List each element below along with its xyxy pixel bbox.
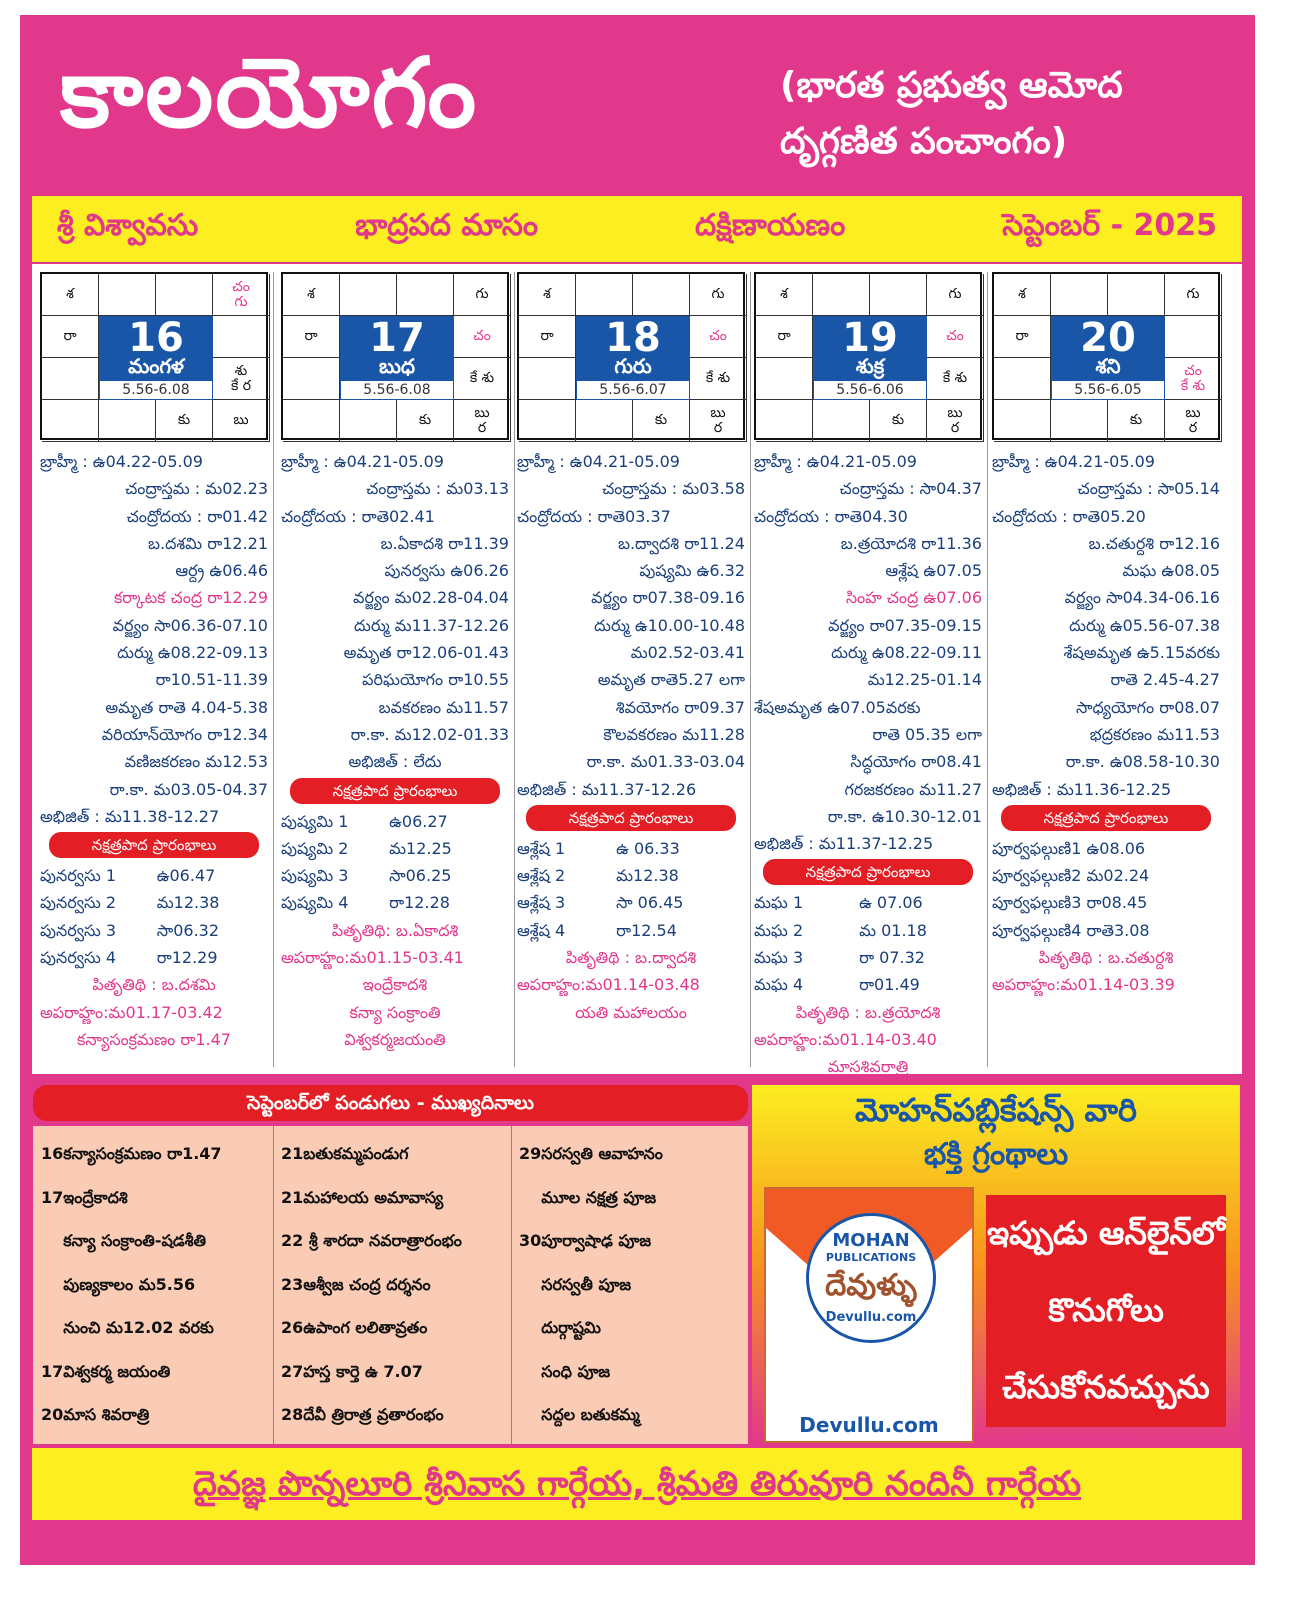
rasi-cell bbox=[1051, 274, 1108, 316]
panchang-line: చంద్రాస్తమ : మ03.58 bbox=[602, 479, 745, 499]
nakshatra-line: పితృతిథి: బ.ఏకాదశి bbox=[331, 920, 459, 940]
panchang-line: ఆర్ద్ర ఉ06.46 bbox=[175, 561, 268, 581]
day-box bbox=[99, 316, 213, 400]
badge-sub: PUBLICATIONS bbox=[825, 1251, 917, 1264]
nakshatra-line: ఆశ్లేష 1 ఉ 06.33 bbox=[517, 838, 680, 858]
festival-item: 17ఇంద్రేకాదశి bbox=[41, 1187, 128, 1207]
footer-authors: దైవజ్ఞ పొన్నలూరి శ్రీనివాస గార్గేయ, శ్రీమతి తిరువూరి నందినీ గార్గేయ bbox=[192, 1464, 1082, 1504]
nakshatra-line: మాసశివరాత్రి bbox=[827, 1057, 909, 1077]
rasi-cell: శ bbox=[283, 274, 340, 316]
rasi-cell: గు bbox=[927, 274, 984, 316]
panchang-line: వర్జ్యం సా04.34-06.16 bbox=[1064, 588, 1220, 608]
rasi-cell: రా bbox=[519, 316, 576, 358]
online-line-2: కొనుగోలు bbox=[1048, 1291, 1164, 1329]
rasi-cell: బు ర bbox=[454, 400, 511, 442]
rasi-cell bbox=[1108, 274, 1165, 316]
rasi-cell: కు bbox=[1108, 400, 1165, 442]
weekday: మంగళ bbox=[128, 354, 184, 378]
rasi-cell: శు కే ర bbox=[213, 358, 270, 400]
panchang-line: దుర్ము ఉ08.22-09.13 bbox=[117, 643, 268, 663]
panchang-lines bbox=[517, 448, 745, 1026]
nakshatra-line: కన్యాసంక్రమణం రా1.47 bbox=[77, 1029, 231, 1049]
nakshatra-line: ఆశ్లేష 2 మ12.38 bbox=[517, 866, 679, 886]
panchang-line: అమృత రాతె5.27 లగా bbox=[597, 670, 745, 690]
rasi-cell: బు bbox=[213, 400, 270, 442]
festival-item: కన్యా సంక్రాంతి-షడశీతి bbox=[41, 1231, 207, 1250]
nakshatra-line: అపరాహ్ణం:మ01.14-03.40 bbox=[754, 1029, 937, 1049]
panchang-line: రా.కా. ఉ10.30-12.01 bbox=[827, 806, 982, 826]
subtitle-line-2: దృగ్గణిత పంచాంగం) bbox=[780, 120, 1068, 162]
panchang-line: ఆశ్లేష ఉ07.05 bbox=[885, 561, 982, 581]
panchang-line: అభిజిత్ : మ11.38-12.27 bbox=[40, 806, 220, 826]
rasi-cell: చం గు bbox=[213, 274, 270, 316]
samvatsaram: శ్రీ విశ్వావసు bbox=[57, 208, 199, 243]
festival-item: 26ఉపాంగ లలితావ్రతం bbox=[281, 1318, 428, 1337]
nakshatra-line: అపరాహ్ణం:మ01.14-03.48 bbox=[517, 975, 700, 995]
panchang-line: బ.ఏకాదశి రా11.39 bbox=[380, 533, 509, 553]
panchang-line: వర్జ్యం మ02.28-04.04 bbox=[353, 588, 509, 608]
panchang-line: భద్రకరణం మ11.53 bbox=[1089, 724, 1220, 744]
rasi-cell: చం bbox=[927, 316, 984, 358]
rasi-cell: కే శు bbox=[690, 358, 747, 400]
panchang-line: గరజకరణం మ11.27 bbox=[844, 779, 982, 799]
festival-item: మూల నక్షత్ర పూజ bbox=[519, 1187, 657, 1207]
nakshatra-line: పుష్యమి 1 ఉ06.27 bbox=[281, 811, 448, 831]
rasi-cell bbox=[283, 358, 340, 400]
rasi-chart bbox=[281, 272, 509, 442]
panchang-line: సాధ్యయోగం రా08.07 bbox=[1075, 697, 1220, 717]
panchang-line: చంద్రాస్తమ : సా04.37 bbox=[839, 479, 982, 499]
festival-item: 28దేవీ త్రిరాత్ర వ్రతారంభం bbox=[281, 1405, 444, 1424]
rasi-cell bbox=[576, 274, 633, 316]
rasi-cell bbox=[994, 358, 1051, 400]
day-column bbox=[754, 272, 982, 1077]
panchang-line: బవకరణం మ11.57 bbox=[378, 697, 509, 717]
nakshatra-line: పుష్యమి 2 మ12.25 bbox=[281, 838, 452, 858]
online-notice bbox=[986, 1195, 1226, 1427]
rasi-cell: రా bbox=[994, 316, 1051, 358]
rasi-cell: కు bbox=[633, 400, 690, 442]
nakshatra-line: పుష్యమి 3 సా06.25 bbox=[281, 866, 452, 886]
page-subtitle bbox=[780, 58, 1123, 170]
panchang-line: చంద్రాస్తమ : మ02.23 bbox=[125, 479, 268, 499]
rasi-grid bbox=[992, 272, 1220, 440]
nakshatra-line: మఘ 4 రా01.49 bbox=[754, 975, 920, 995]
panchang-line: శేషఅమృత ఉ07.05వరకు bbox=[754, 697, 921, 717]
rasi-cell bbox=[99, 274, 156, 316]
panchang-line: చంద్రాస్తమ : మ03.13 bbox=[366, 479, 509, 499]
rasi-cell bbox=[756, 400, 813, 442]
nakshatra-line: పితృతిథి : బ.చతుర్దశి bbox=[1038, 948, 1174, 968]
panchang-line: బ.చతుర్దశి రా12.16 bbox=[1088, 533, 1220, 553]
rasi-cell: గు bbox=[1165, 274, 1222, 316]
panchang-line: శేషఅమృత ఉ5.15వరకు bbox=[1063, 643, 1220, 663]
nakshatra-line: మఘ 3 రా 07.32 bbox=[754, 948, 925, 968]
panchang-line: మ12.25-01.14 bbox=[867, 670, 982, 690]
sunrise-time: 5.56-6.06 bbox=[813, 380, 927, 400]
day-box bbox=[576, 316, 690, 400]
nakshatra-line: పునర్వసు 1 ఉ06.47 bbox=[40, 866, 216, 886]
day-number: 18 bbox=[605, 315, 661, 361]
festival-item: 21మహాలయ అమావాస్య bbox=[281, 1187, 444, 1207]
panchang-line: చంద్రాస్తమ : సా05.14 bbox=[1077, 479, 1220, 499]
festivals-column-3 bbox=[519, 1132, 744, 1438]
nakshatra-pada-heading: నక్షత్రపాద ప్రారంభాలు bbox=[290, 778, 500, 804]
panchang-line: కౌలవకరణం మ11.28 bbox=[603, 724, 745, 744]
rasi-cell: శ bbox=[756, 274, 813, 316]
festival-item: 17విశ్వకర్మ జయంతి bbox=[41, 1361, 171, 1381]
nakshatra-line: అపరాహ్ణం:మ01.15-03.41 bbox=[281, 948, 464, 968]
day-columns bbox=[32, 264, 1242, 1077]
rasi-cell: బు ర bbox=[927, 400, 984, 442]
divider bbox=[511, 1126, 512, 1444]
panchang-line: చంద్రోదయ : రాతె03.37 bbox=[517, 506, 671, 526]
panchang-line: వర్జ్యం సా06.36-07.10 bbox=[112, 615, 268, 635]
day-column bbox=[40, 272, 268, 1067]
day-number: 19 bbox=[842, 315, 898, 361]
nakshatra-line: పూర్వఫల్గుణి1 ఉ08.06 bbox=[992, 838, 1146, 858]
nakshatra-pada-heading: నక్షత్రపాద ప్రారంభాలు bbox=[49, 832, 259, 858]
panchang-line: చంద్రోదయ : రాతె05.20 bbox=[992, 506, 1146, 526]
day-box bbox=[340, 316, 454, 400]
panchang-line: పునర్వసు ఉ06.26 bbox=[384, 561, 509, 581]
panchang-line: అమృత రాతె 4.04-5.38 bbox=[105, 697, 268, 717]
rasi-cell bbox=[870, 274, 927, 316]
panchang-lines bbox=[754, 448, 982, 1081]
panchang-lines bbox=[40, 448, 268, 1053]
rasi-cell: కు bbox=[156, 400, 213, 442]
online-line-3: చేసుకోనవచ్చును bbox=[1002, 1368, 1210, 1406]
book-cover bbox=[764, 1187, 974, 1443]
badge-title: దేవుళ్ళు bbox=[825, 1268, 917, 1303]
rasi-cell: కు bbox=[397, 400, 454, 442]
festival-item: 16కన్యాసంక్రమణం రా1.47 bbox=[41, 1144, 222, 1163]
panchang-line: బ్రాహ్మీ : ఉ04.21-05.09 bbox=[754, 452, 917, 471]
month-band bbox=[32, 196, 1242, 262]
nakshatra-line: పూర్వఫల్గుణి3 రా08.45 bbox=[992, 893, 1148, 913]
panchang-line: బ్రాహ్మీ : ఉ04.21-05.09 bbox=[517, 452, 680, 471]
nakshatra-line: పూర్వఫల్గుణి2 మ02.24 bbox=[992, 866, 1150, 886]
rasi-cell bbox=[283, 400, 340, 442]
panchang-line: రా.కా. మ12.02-01.33 bbox=[350, 724, 509, 744]
panchang-line: రా.కా. మ01.33-03.04 bbox=[586, 752, 745, 772]
day-box bbox=[1051, 316, 1165, 400]
panchang-lines bbox=[992, 448, 1220, 999]
nakshatra-line: పునర్వసు 2 మ12.38 bbox=[40, 893, 220, 913]
badge-url: Devullu.com bbox=[825, 1310, 917, 1325]
rasi-cell: చం కే శు bbox=[1165, 358, 1222, 400]
panchang-line: సిద్ధయోగం రా08.41 bbox=[850, 752, 982, 772]
divider bbox=[514, 272, 515, 1067]
rasi-chart bbox=[754, 272, 982, 442]
rasi-cell bbox=[633, 274, 690, 316]
rasi-grid bbox=[281, 272, 509, 440]
ad-line-1: మోహన్‌పబ్లికేషన్స్ వారి bbox=[855, 1091, 1137, 1129]
footer bbox=[32, 1448, 1242, 1520]
panchang-line: రా10.51-11.39 bbox=[155, 670, 268, 690]
badge-top: MOHAN bbox=[832, 1230, 910, 1251]
day-number: 17 bbox=[369, 315, 425, 361]
nakshatra-line: అపరాహ్ణం:మ01.17-03.42 bbox=[40, 1002, 223, 1022]
panchang-line: బ్రాహ్మీ : ఉ04.22-05.09 bbox=[40, 452, 203, 471]
panchang-line: అభిజిత్ : మ11.37-12.26 bbox=[517, 779, 697, 799]
day-box bbox=[813, 316, 927, 400]
nakshatra-line: యతి మహాలయం bbox=[575, 1002, 687, 1022]
festival-item: 22 శ్రీ శారదా నవరాత్రారంభం bbox=[281, 1231, 462, 1250]
rasi-chart bbox=[517, 272, 745, 442]
nakshatra-line: విశ్వకర్మజయంతి bbox=[344, 1029, 446, 1049]
rasi-cell bbox=[99, 400, 156, 442]
publisher-ad bbox=[752, 1085, 1240, 1445]
rasi-chart bbox=[992, 272, 1220, 442]
rasi-cell: రా bbox=[283, 316, 340, 358]
weekday: శని bbox=[1095, 354, 1121, 378]
page-title: కాలయోగం bbox=[60, 37, 479, 149]
divider bbox=[273, 1126, 274, 1444]
publisher-badge bbox=[806, 1213, 936, 1343]
day-number: 16 bbox=[128, 315, 184, 361]
nakshatra-line: పూర్వఫల్గుణి4 రాతె3.08 bbox=[992, 920, 1150, 940]
rasi-grid bbox=[754, 272, 982, 440]
panchang-line: చంద్రోదయ : రాతె02.41 bbox=[281, 506, 435, 526]
rasi-cell bbox=[156, 274, 213, 316]
panchang-line: దుర్ము ఉ08.22-09.11 bbox=[831, 643, 982, 663]
rasi-cell: శ bbox=[42, 274, 99, 316]
subtitle-line-1: (భారత ప్రభుత్వ ఆమోద bbox=[780, 65, 1123, 106]
ad-line-2: భక్తి గ్రంథాలు bbox=[923, 1137, 1069, 1172]
rasi-cell bbox=[756, 358, 813, 400]
panchang-line: శివయోగం రా09.37 bbox=[615, 697, 745, 717]
panchang-line: రా.కా. మ03.05-04.37 bbox=[109, 779, 268, 799]
nakshatra-pada-heading: నక్షత్రపాద ప్రారంభాలు bbox=[763, 859, 973, 885]
festival-item: పుణ్యకాలం మ5.56 bbox=[41, 1274, 196, 1294]
rasi-cell: బు ర bbox=[690, 400, 747, 442]
rasi-cell bbox=[576, 400, 633, 442]
panchang-line: మఘ ఉ08.05 bbox=[1122, 561, 1220, 581]
panchang-line: మ02.52-03.41 bbox=[630, 643, 745, 663]
panchang-line: బ.త్రయోదశి రా11.36 bbox=[840, 533, 982, 553]
panchang-line: పరిఘయోగం రా10.55 bbox=[362, 670, 509, 690]
festival-item: సరస్వతీ పూజ bbox=[519, 1274, 632, 1294]
festival-item: 21బతుకమ్మపండుగ bbox=[281, 1144, 409, 1163]
nakshatra-line: మఘ 2 మ 01.18 bbox=[754, 920, 927, 940]
panchang-line: బ్రాహ్మీ : ఉ04.21-05.09 bbox=[281, 452, 444, 471]
panchang-line: దుర్ము మ11.37-12.26 bbox=[353, 615, 509, 635]
festivals-panel bbox=[33, 1126, 748, 1444]
rasi-cell bbox=[340, 274, 397, 316]
divider bbox=[273, 272, 274, 1067]
panchang-line: అమృత రా12.06-01.43 bbox=[343, 643, 509, 663]
rasi-cell bbox=[1051, 400, 1108, 442]
rasi-cell bbox=[813, 400, 870, 442]
rasi-cell bbox=[994, 400, 1051, 442]
nakshatra-line: మఘ 1 ఉ 07.06 bbox=[754, 893, 923, 913]
festival-item: దుర్గాష్టమి bbox=[519, 1318, 601, 1337]
panchang-line: దుర్ము ఉ10.00-10.48 bbox=[594, 615, 745, 635]
masam: భాద్రపద మాసం bbox=[355, 208, 539, 243]
rasi-cell: గు bbox=[690, 274, 747, 316]
month-year: సెప్టెంబర్ - 2025 bbox=[1002, 208, 1217, 243]
sunrise-time: 5.56-6.07 bbox=[576, 380, 690, 400]
day-column bbox=[517, 272, 745, 1067]
rasi-cell: రా bbox=[42, 316, 99, 358]
nakshatra-line: పితృతిథి : బ.ద్వాదశి bbox=[565, 948, 697, 968]
panchang-line: రా.కా. ఉ08.58-10.30 bbox=[1065, 752, 1220, 772]
rasi-cell: చం bbox=[690, 316, 747, 358]
panchang-line: వర్జ్యం రా07.35-09.15 bbox=[828, 615, 982, 635]
panchang-line: పుష్యమి ఉ6.32 bbox=[639, 561, 745, 581]
panchang-line: రాతె 2.45-4.27 bbox=[1110, 670, 1220, 690]
panchang-line: సింహ చంద్ర ఉ07.06 bbox=[845, 588, 982, 608]
festival-item: సద్దల బతుకమ్మ bbox=[519, 1405, 640, 1424]
rasi-chart bbox=[40, 272, 268, 442]
day-column bbox=[281, 272, 509, 1067]
panchang-line: వర్జ్యం రా07.38-09.16 bbox=[591, 588, 745, 608]
panchang-line: అభిజిత్ : లేదు bbox=[348, 752, 442, 772]
rasi-cell: కు bbox=[870, 400, 927, 442]
nakshatra-line: అపరాహ్ణం:మ01.14-03.39 bbox=[992, 975, 1175, 995]
rasi-cell: గు bbox=[454, 274, 511, 316]
rasi-cell bbox=[42, 358, 99, 400]
festival-item: 20మాస శివరాత్రి bbox=[41, 1405, 150, 1424]
panchang-line: కర్కాటక చంద్ర రా12.29 bbox=[113, 588, 268, 608]
rasi-cell bbox=[519, 358, 576, 400]
rasi-grid bbox=[40, 272, 268, 440]
rasi-cell bbox=[397, 274, 454, 316]
nakshatra-pada-heading: నక్షత్రపాద ప్రారంభాలు bbox=[526, 805, 736, 831]
rasi-cell bbox=[42, 400, 99, 442]
nakshatra-line: పుష్యమి 4 రా12.28 bbox=[281, 893, 450, 913]
panchang-line: అభిజిత్ : మ11.37-12.25 bbox=[754, 834, 934, 854]
day-column bbox=[992, 272, 1220, 1067]
panchang-line: చంద్రోదయ : రాతె04.30 bbox=[754, 506, 908, 526]
rasi-grid bbox=[517, 272, 745, 440]
day-number: 20 bbox=[1080, 315, 1136, 361]
festival-item: నుంచి మ12.02 వరకు bbox=[41, 1318, 214, 1337]
rasi-cell: కే శు bbox=[927, 358, 984, 400]
panchang-line: వణిజకరణం మ12.53 bbox=[124, 752, 268, 772]
rasi-cell bbox=[813, 274, 870, 316]
weekday: గురు bbox=[614, 354, 652, 378]
festival-item: సంధి పూజ bbox=[519, 1361, 611, 1381]
nakshatra-line: ఆశ్లేష 3 సా 06.45 bbox=[517, 893, 684, 913]
nakshatra-line: పునర్వసు 4 రా12.29 bbox=[40, 948, 218, 968]
rasi-cell bbox=[1165, 316, 1222, 358]
divider bbox=[987, 272, 988, 1067]
festivals-column-1 bbox=[41, 1132, 266, 1438]
panchang-line: బ్రాహ్మీ : ఉ04.21-05.09 bbox=[992, 452, 1155, 471]
divider bbox=[750, 272, 751, 1067]
rasi-cell bbox=[519, 400, 576, 442]
panchang-line: రాతె 05.35 లగా bbox=[872, 724, 982, 744]
panchang-line: చంద్రోదయ : రా01.42 bbox=[126, 506, 268, 526]
rasi-cell: చం bbox=[454, 316, 511, 358]
festival-item: 27హస్త కార్తె ఉ 7.07 bbox=[281, 1361, 423, 1381]
panchang-line: బ.దశమి రా12.21 bbox=[148, 533, 268, 553]
rasi-cell bbox=[213, 316, 270, 358]
festival-item: 30పూర్వాషాఢ పూజ bbox=[519, 1231, 652, 1250]
rasi-cell: కే శు bbox=[454, 358, 511, 400]
festivals-title: సెప్టెంబర్‌లో పండుగలు - ముఖ్యదినాలు bbox=[33, 1085, 748, 1121]
panchang-line: అభిజిత్ : మ11.36-12.25 bbox=[992, 779, 1172, 799]
nakshatra-line: పునర్వసు 3 సా06.32 bbox=[40, 920, 220, 940]
nakshatra-line: పితృతిథి : బ.దశమి bbox=[92, 975, 216, 995]
panchang-line: వరియాన్‌యోగం రా12.34 bbox=[101, 724, 268, 744]
weekday: బుధ bbox=[378, 354, 416, 378]
nakshatra-line: పితృతిథి : బ.త్రయోదశి bbox=[795, 1002, 941, 1022]
panchang-line: దుర్ము ఉ05.56-07.38 bbox=[1069, 615, 1220, 635]
sunrise-time: 5.56-6.05 bbox=[1051, 380, 1165, 400]
rasi-cell bbox=[340, 400, 397, 442]
weekday: శుక్ర bbox=[855, 354, 885, 378]
rasi-cell: బు ర bbox=[1165, 400, 1222, 442]
online-line-1: ఇప్పుడు ఆన్‌లైన్‌లో bbox=[987, 1214, 1225, 1252]
panchang-lines bbox=[281, 448, 509, 1053]
panchang-line: బ.ద్వాదశి రా11.24 bbox=[617, 533, 745, 553]
festival-item: 23ఆశ్వీజ చంద్ర దర్శనం bbox=[281, 1274, 431, 1294]
festivals-column-2 bbox=[281, 1132, 506, 1438]
nakshatra-line: ఇంద్రేకాదశి bbox=[362, 975, 428, 995]
sunrise-time: 5.56-6.08 bbox=[99, 380, 213, 400]
rasi-cell: శ bbox=[994, 274, 1051, 316]
sunrise-time: 5.56-6.08 bbox=[340, 380, 454, 400]
rasi-cell: రా bbox=[756, 316, 813, 358]
ayanam: దక్షిణాయణం bbox=[695, 208, 846, 243]
nakshatra-pada-heading: నక్షత్రపాద ప్రారంభాలు bbox=[1001, 805, 1211, 831]
rasi-cell: శ bbox=[519, 274, 576, 316]
festival-item: 29సరస్వతి ఆవాహనం bbox=[519, 1144, 663, 1163]
nakshatra-line: ఆశ్లేష 4 రా12.54 bbox=[517, 920, 677, 940]
book-url: Devullu.com bbox=[799, 1413, 939, 1437]
nakshatra-line: కన్యా సంక్రాంతి bbox=[349, 1002, 441, 1022]
